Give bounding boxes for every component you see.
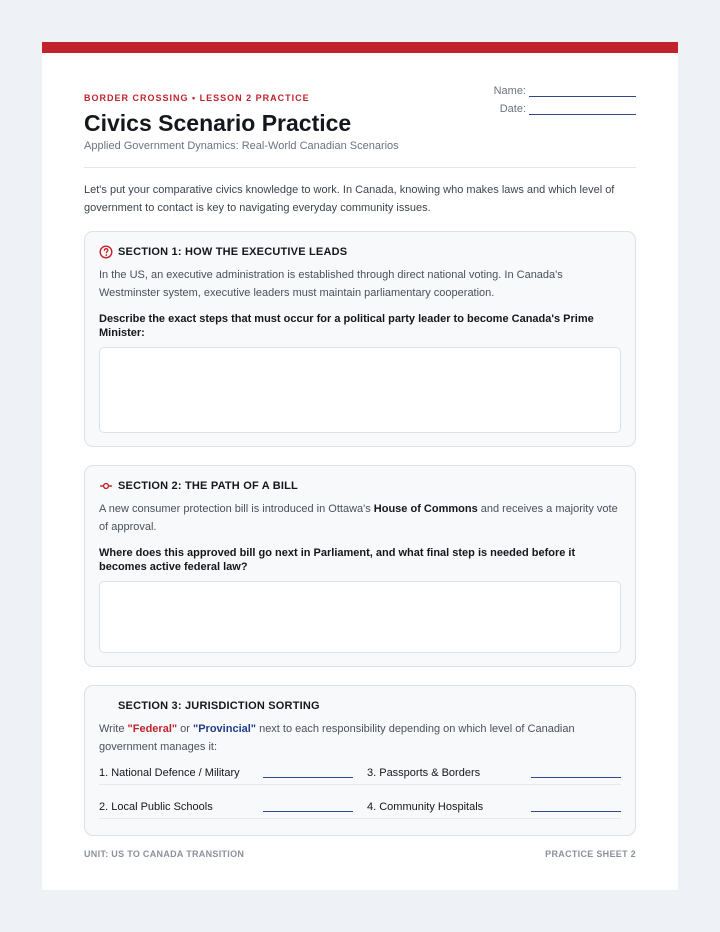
item-label: 4. Community Hospitals [367, 800, 484, 813]
section-1-card [84, 231, 636, 447]
commit-node-icon [99, 479, 113, 493]
date-label: Date: [499, 103, 526, 115]
jurisdiction-row [99, 761, 621, 785]
provincial-keyword: "Provincial" [193, 723, 257, 735]
section-3-body-pre: Write [99, 723, 128, 735]
house-of-commons-term: House of Commons [373, 503, 478, 515]
name-label: Name: [493, 85, 526, 97]
item-label: 2. Local Public Schools [99, 800, 213, 813]
section-2-card [84, 465, 636, 667]
name-field[interactable] [494, 85, 636, 97]
page-title: Civics Scenario Practice [84, 110, 352, 136]
federal-keyword: "Federal" [127, 723, 178, 735]
jurisdiction-item [99, 761, 360, 784]
section-2-heading [99, 479, 298, 493]
answer-blank[interactable] [263, 802, 353, 812]
section-3-card [84, 685, 636, 836]
top-accent-bar [42, 42, 678, 53]
section-3-body-post: next to each responsibility depending on which level of Canadian government manages it: [99, 723, 575, 753]
section-2-body [99, 500, 621, 536]
jurisdiction-row [99, 795, 621, 819]
section-2-title: SECTION 2: THE PATH OF A BILL [118, 480, 298, 492]
section-1-answer-box[interactable] [99, 347, 621, 433]
section-1-body: In the US, an executive administration is established through direct national voting. In Canada's Westminster system, executive leaders must maintain parliamentary cooperation. [99, 269, 563, 299]
name-line[interactable] [529, 87, 636, 97]
item-label: 3. Passports & Borders [367, 766, 481, 779]
question-circle-icon [99, 245, 113, 259]
section-1-title: SECTION 1: HOW THE EXECUTIVE LEADS [118, 246, 348, 258]
section-3-body-or: or [177, 723, 193, 735]
page-subtitle: Applied Government Dynamics: Real-World Canadian Scenarios [84, 140, 399, 152]
section-2-answer-box[interactable] [99, 581, 621, 653]
lesson-eyebrow: BORDER CROSSING • LESSON 2 PRACTICE [84, 93, 310, 103]
worksheet-page [42, 42, 678, 890]
section-3-body [99, 720, 621, 756]
answer-blank[interactable] [263, 768, 353, 778]
intro-paragraph: Let's put your comparative civics knowledge to work. In Canada, knowing who makes laws and which level of government to contact is key to navigating everyday community issues. [84, 184, 615, 214]
jurisdiction-item [360, 761, 621, 784]
answer-blank[interactable] [531, 802, 621, 812]
footer-sheet-label: PRACTICE SHEET 2 [545, 849, 636, 859]
section-2-question: Where does this approved bill go next in Parliament, and what final step is needed before it becomes active federal law? [99, 547, 576, 573]
answer-blank[interactable] [531, 768, 621, 778]
item-label: 1. National Defence / Military [99, 766, 240, 779]
section-1-question: Describe the exact steps that must occur for a political party leader to become Canada's Prime Minister: [99, 313, 594, 339]
section-3-heading [99, 699, 320, 713]
section-2-body-start: A new consumer protection bill is introduced in Ottawa's [99, 503, 374, 515]
map-icon [99, 699, 113, 713]
footer-unit-label: UNIT: US TO CANADA TRANSITION [84, 849, 245, 859]
jurisdiction-item [360, 795, 621, 818]
date-field[interactable] [500, 103, 636, 115]
date-line[interactable] [529, 105, 636, 115]
header-divider [84, 167, 636, 168]
section-2-body-end: and receives a majority vote of approval. [99, 503, 618, 533]
section-3-title: SECTION 3: JURISDICTION SORTING [118, 700, 320, 712]
section-1-heading [99, 245, 347, 259]
jurisdiction-item [99, 795, 360, 818]
